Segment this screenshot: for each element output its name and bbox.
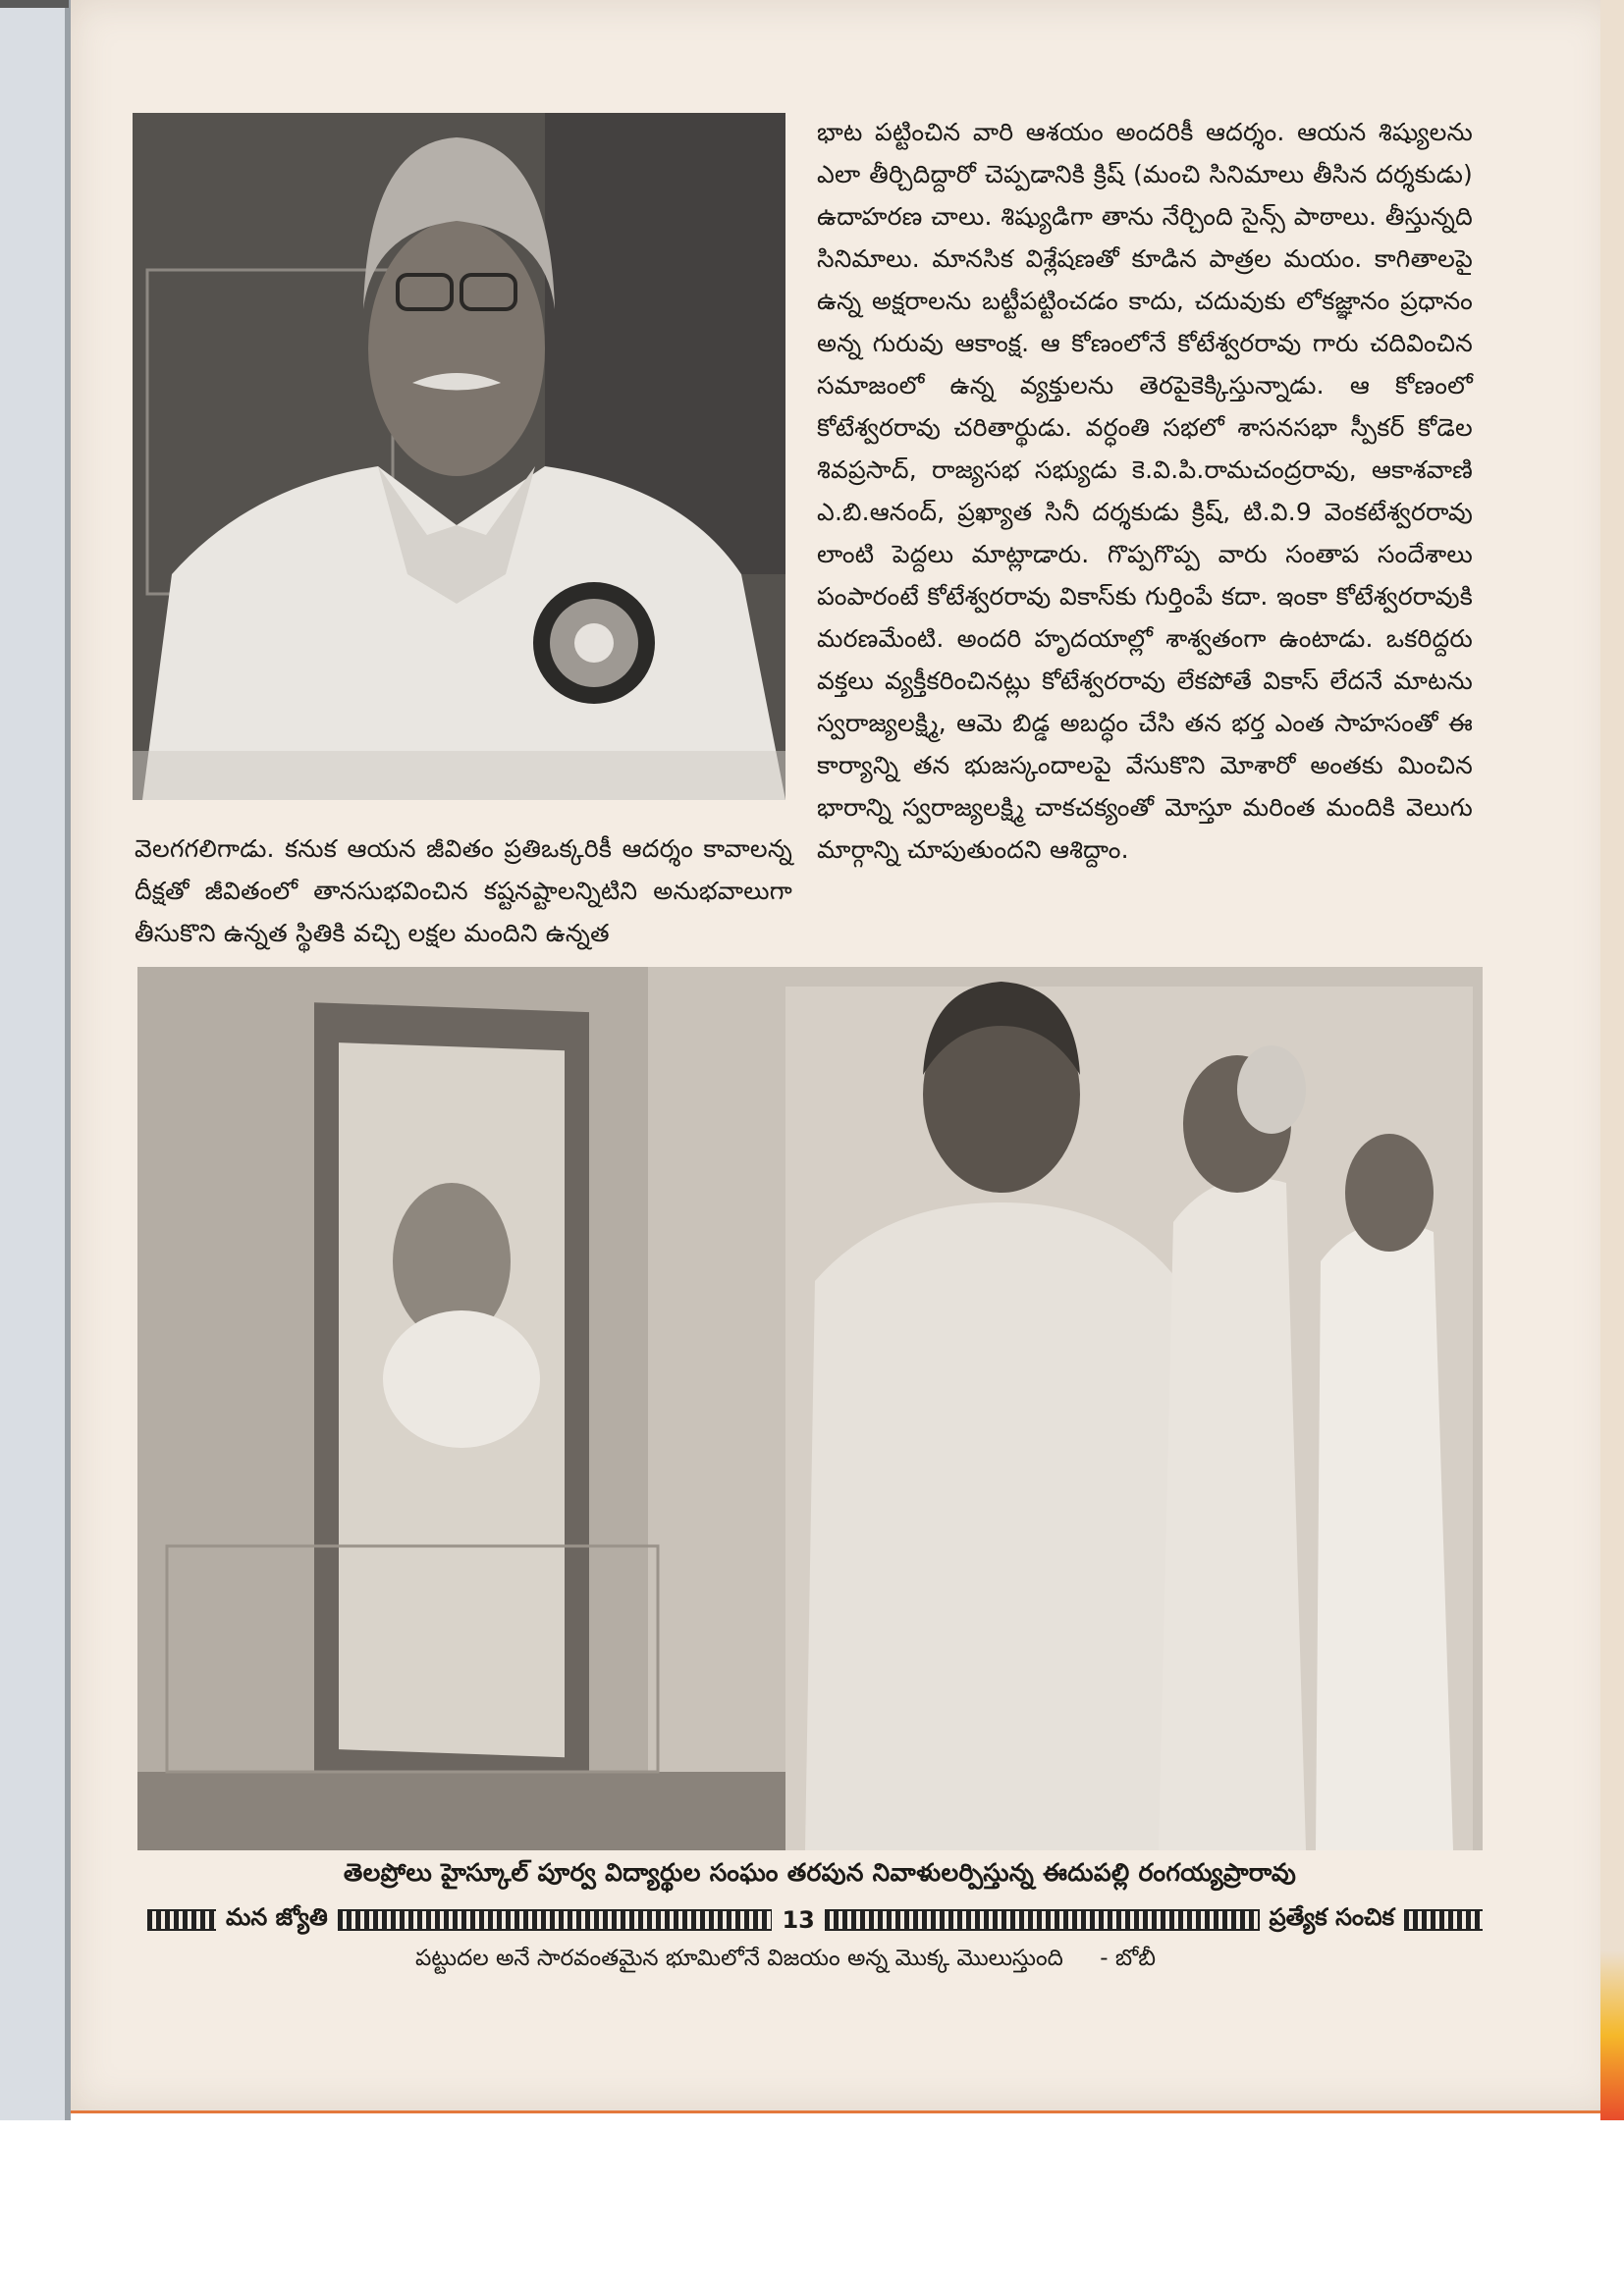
article-right-column bbox=[817, 111, 1473, 871]
event-photo bbox=[137, 967, 1483, 1850]
footer-pattern bbox=[147, 1909, 216, 1931]
article-body-text-continued: వెలగగలిగాడు. కనుక ఆయన జీవితం ప్రతిఒక్కరికీ ఆదర్శం కావాలన్న దీక్షతో జీవితంలో తానసుభవించిన కష్టనష్టాలన్నిటిని అనుభవాలుగా తీసుకొని ఉన్నత స్థితికి వచ్చి లక్షల మందిని ఉన్నత bbox=[135, 834, 792, 947]
article-left-column bbox=[135, 828, 792, 954]
bottom-quote bbox=[196, 1946, 1375, 1977]
page-right-edge bbox=[1600, 0, 1624, 2120]
quote-author: - బోబీ bbox=[1100, 1946, 1156, 1971]
scanner-corner-mark bbox=[0, 0, 69, 8]
scanner-left-margin bbox=[0, 0, 71, 2120]
quote-text: పట్టుదల అనే సారవంతమైన భూమిలోనే విజయం అన్న మొక్క మొలుస్తుంది bbox=[415, 1946, 1063, 1971]
footer-pattern bbox=[825, 1909, 1260, 1931]
photo-caption: తెలప్రోలు హైస్కూల్ పూర్వ విద్యార్థుల సంఘం తరపున నివాళులర్పిస్తున్న ఈదుపల్లి రంగయ్యప్రారావు bbox=[343, 1858, 1297, 1887]
footer-pattern bbox=[1404, 1909, 1483, 1931]
page-footer bbox=[147, 1902, 1483, 1938]
article-body-text: భాట పట్టించిన వారి ఆశయం అందరికీ ఆదర్శం. ఆయన శిష్యులను ఎలా తీర్చిదిద్దారో చెప్పడానికి క్రిష్ (మంచి సినిమాలు తీసిన దర్శకుడు) ఉదాహరణ చాలు. శిష్యుడిగా తాను నేర్చింది సైన్స్ పాఠాలు. తీస్తున్నది సినిమాలు. మానసిక విశ్లేషణతో కూడిన పాత్రల మయం. కాగితాలపై ఉన్న అక్షరాలను బట్టీపట్టించడం కాదు, చదువుకు లోకజ్ఞానం ప్రధానం అన్న గురువు ఆకాంక్ష. ఆ కోణంలోనే కోటేశ్వరరావు గారు చదివించిన సమాజంలో ఉన్న వ్యక్తులను తెరపైకెక్కిస్తున్నాడు. ఆ కోణంలో కోటేశ్వరరావు చరితార్థుడు. వర్ధంతి సభలో శాసనసభా స్పీకర్ కోడెల శివప్రసాద్, రాజ్యసభ సభ్యుడు కె.వి.పి.రామచంద్రరావు, ఆకాశవాణి ఎ.బి.ఆనంద్, ప్రఖ్యాత సినీ దర్శకుడు క్రిష్, టి.వి.9 వెంకటేశ్వరరావు లాంటి పెద్దలు మాట్లాడారు. గొప్పగొప్ప వారు సంతాప సందేశాలు పంపారంటే కోటేశ్వరరావు వికాస్‌కు గుర్తింపే కదా. ఇంకా కోటేశ్వరరావుకి మరణమేంటి. అందరి హృదయాల్లో శాశ్వతంగా ఉంటాడు. ఒకరిద్దరు వక్తలు వ్యక్తీకరించినట్లు కోటేశ్వరరావు లేకపోతే వికాస్ లేదనే మాటను స్వరాజ్యలక్ష్మి, ఆమె బిడ్డ అబద్ధం చేసి తన భర్త ఎంత సాహసంతో ఈ కార్యాన్ని తన భుజస్కందాలపై వేసుకొని మోశారో అంతకు మించిన భారాన్ని స్వరాజ్యలక్ష్మి చాకచక్యంతో మోస్తూ మరింత మందికి వెలుగు మార్గాన్ని చూపుతుందని ఆశిద్దాం. bbox=[817, 118, 1473, 864]
portrait-photo bbox=[133, 113, 785, 800]
publication-name: మన జ్యోతి bbox=[226, 1903, 328, 1931]
issue-label: ప్రత్యేక సంచిక bbox=[1269, 1903, 1394, 1931]
footer-pattern bbox=[338, 1909, 773, 1931]
page-number: 13 bbox=[782, 1906, 815, 1934]
